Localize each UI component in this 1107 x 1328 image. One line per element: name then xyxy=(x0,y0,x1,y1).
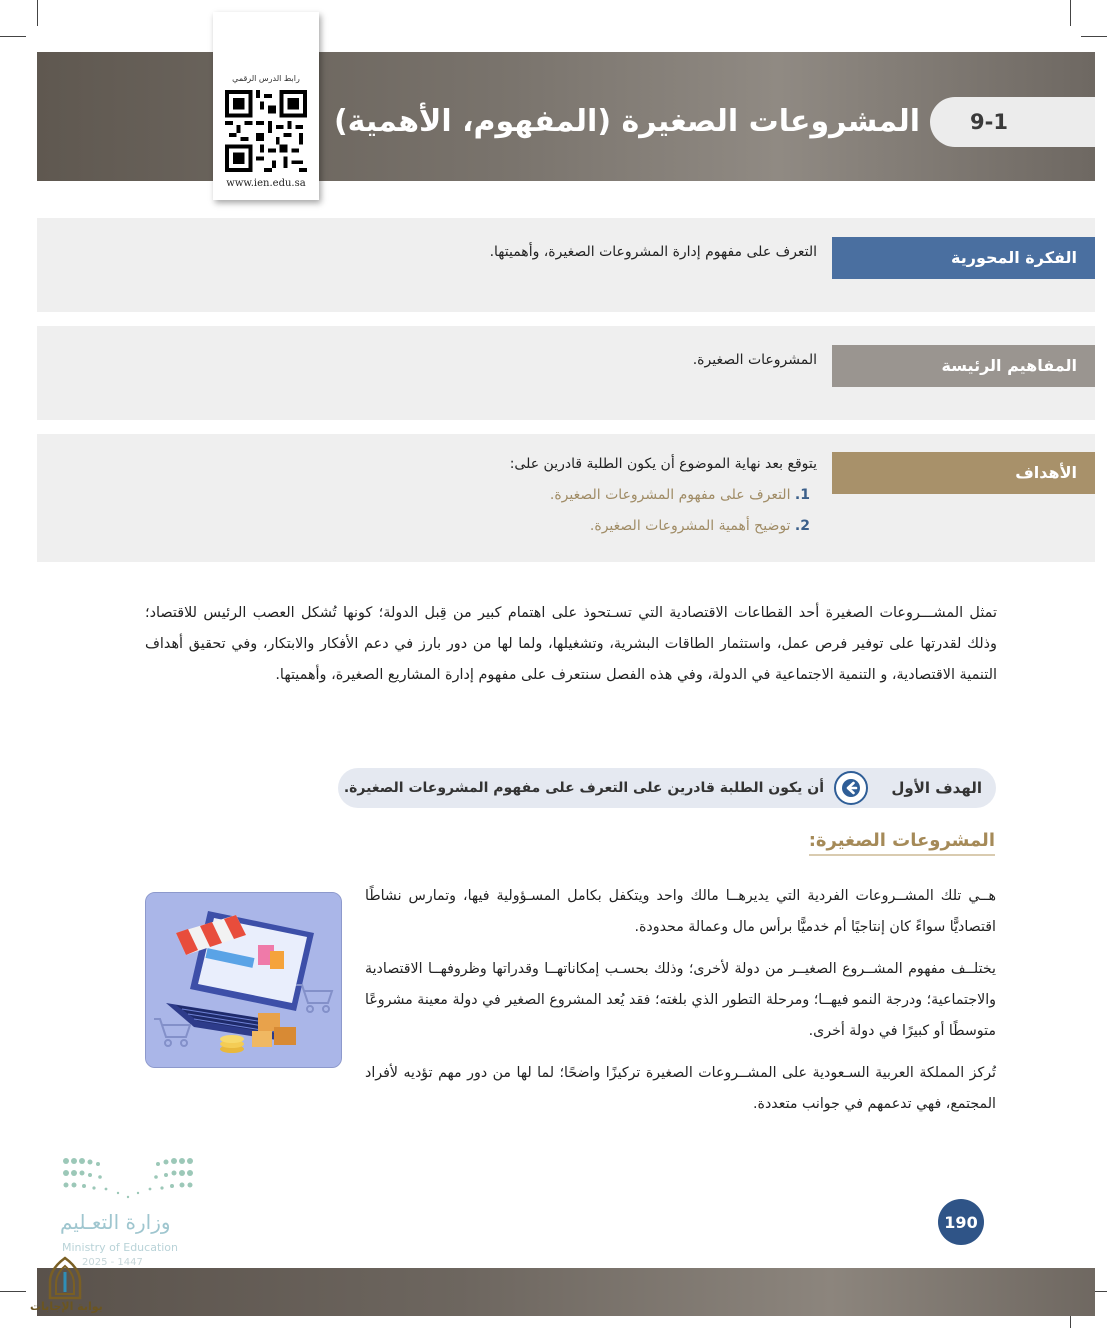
lesson-number: 9-1 xyxy=(930,97,1095,147)
central-idea-label: الفكرة المحورية xyxy=(832,237,1095,279)
qr-label: رابط الدرس الرقمي xyxy=(232,74,300,83)
watermark-logo-icon xyxy=(44,1256,86,1302)
intro-paragraph: تمثل المشـــروعات الصغيرة أحد القطاعات الاقتصادية التي تسـتحوذ على اهتمام كبير من قِبل الدولة؛ كونها تُشكل العصب الرئيس للاقتصاد؛ وذلك لقدرتها على توفير فرص عمل، واستثمار الطاقات البشرية، وتشغيلها، ولما لها من دور بارز في دعم الأفكار والابتكار، وفي تحقيق أهداف التنمية الاقتصادية، و التنمية الاجتماعية في الدولة، وفي هذه الفصل سنتعرف على مفهوم إدارة المشاريع الصغيرة، وأهميتها. xyxy=(145,605,997,683)
objective-item-2 xyxy=(590,518,810,534)
ecommerce-illustration xyxy=(145,892,342,1068)
page-number: 190 xyxy=(938,1199,984,1245)
crop-mark xyxy=(1081,36,1107,37)
first-objective-bar xyxy=(338,768,996,808)
ministry-name-en: Ministry of Education xyxy=(62,1241,179,1254)
footer-band xyxy=(37,1268,1095,1316)
objective-item-1 xyxy=(550,487,810,503)
key-concepts-label: المفاهيم الرئيسة xyxy=(832,345,1095,387)
objectives-label: الأهداف xyxy=(832,452,1095,494)
objective-text: توضيح أهمية المشروعات الصغيرة. xyxy=(589,518,791,534)
arrow-left-circle-icon xyxy=(834,771,868,805)
lesson-title: المشروعات الصغيرة (المفهوم، الأهمية) xyxy=(333,104,920,139)
watermark-text: بوابة الإجابات xyxy=(30,1300,103,1313)
section-title: المشروعات الصغيرة: xyxy=(809,830,995,856)
key-concepts-text: المشروعات الصغيرة. xyxy=(692,352,817,368)
crop-mark xyxy=(0,1291,26,1292)
first-objective-text: أن يكون الطلبة قادرين على التعرف على مفهوم المشروعات الصغيرة. xyxy=(343,780,824,796)
qr-url[interactable]: www.ien.edu.sa xyxy=(226,178,306,189)
section-paragraph: هــي تلك المشــروعات الفردية التي يديرهــا مالك واحد ويتكفل بكامل المسـؤولية فيها، وتمارس نشاطًا اقتصاديًّا سواءً كان إنتاجيًا أم خدميًّا برأس مال وعمالة محدودة. xyxy=(365,888,996,935)
crop-mark xyxy=(1070,0,1071,26)
objectives-intro: يتوقع بعد نهاية الموضوع أن يكون الطلبة قادرين على: xyxy=(509,456,817,472)
ministry-logo-icon xyxy=(60,1155,200,1201)
objective-text: التعرف على مفهوم المشروعات الصغيرة. xyxy=(549,487,791,503)
section-paragraph: تُركز المملكة العربية السـعودية على المشــروعات الصغيرة تركيزًا واضحًا؛ لما لها من دور مهم تؤديه لأفراد المجتمع، فهي تدعمهم في جوانب متعددة. xyxy=(365,1065,996,1112)
ministry-name-ar: وزارة التعـليم xyxy=(60,1210,171,1234)
objective-number: 1. xyxy=(794,487,810,503)
crop-mark xyxy=(37,0,38,26)
first-objective-label: الهدف الأول xyxy=(891,779,982,797)
edition-year: 2025 - 1447 xyxy=(82,1257,143,1268)
crop-mark xyxy=(0,36,26,37)
objective-number: 2. xyxy=(794,518,810,534)
central-idea-text: التعرف على مفهوم إدارة المشروعات الصغيرة، وأهميتها. xyxy=(489,244,817,260)
section-paragraph: يختلــف مفهوم المشــروع الصغيــر من دولة لأخرى؛ وذلك بحسـب إمكاناتهــا وقدراتها وظروفهــا الاقتصادية والاجتماعية؛ ودرجة النمو فيهــا؛ ومرحلة التطور الذي بلغته؛ فقد يُعد المشروع الصغير في دولة معينة مشروعًا متوسطًا أو كبيرًا في دولة أخرى. xyxy=(365,961,996,1039)
qr-code-icon[interactable] xyxy=(225,90,307,172)
qr-card[interactable] xyxy=(213,12,319,200)
